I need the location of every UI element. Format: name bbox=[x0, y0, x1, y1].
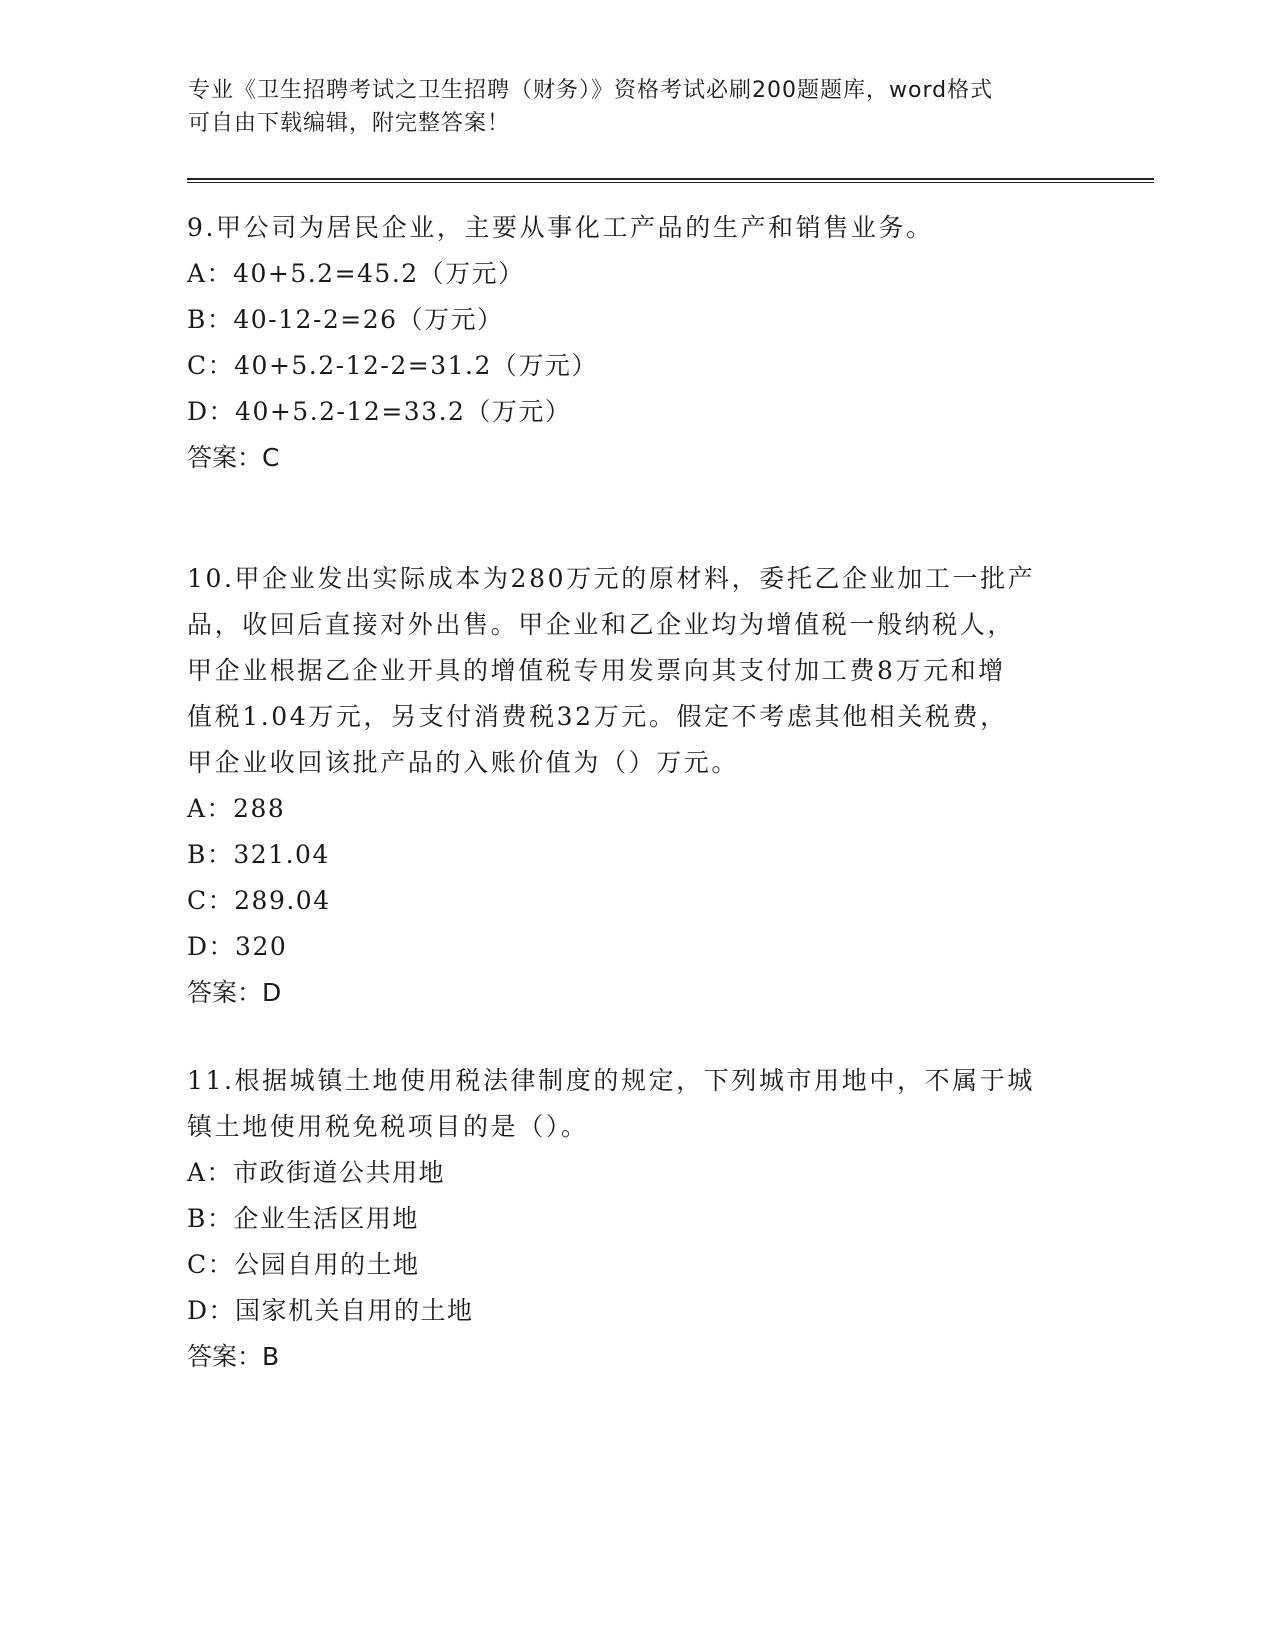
question-stem-line: 9.甲公司为居民企业，主要从事化工产品的生产和销售业务。 bbox=[187, 213, 934, 242]
option-b: B：企业生活区用地 bbox=[187, 1204, 419, 1233]
answer-label: 答案：D bbox=[187, 978, 282, 1007]
option-b: B：321.04 bbox=[187, 840, 330, 869]
question-11 bbox=[187, 1058, 1067, 1380]
question-stem bbox=[187, 205, 1067, 251]
header-title-line-2: 可自由下载编辑，附完整答案！ bbox=[188, 111, 511, 136]
option-c: C：289.04 bbox=[187, 886, 331, 915]
question-stem-line: 甲企业根据乙企业开具的增值税专用发票向其支付加工费8万元和增 bbox=[187, 656, 1006, 685]
question-stem-line: 值税1.04万元，另支付消费税32万元。假定不考虑其他相关税费， bbox=[187, 702, 1008, 731]
option-a: A：288 bbox=[187, 794, 286, 823]
option-d: D：40+5.2-12=33.2（万元） bbox=[187, 397, 572, 426]
question-stem-line: 11.根据城镇土地使用税法律制度的规定，下列城市用地中，不属于城 bbox=[187, 1066, 1035, 1095]
question-stem bbox=[187, 556, 1067, 786]
option-d: D：国家机关自用的土地 bbox=[187, 1296, 474, 1325]
question-stem-line: 10.甲企业发出实际成本为280万元的原材料，委托乙企业加工一批产 bbox=[187, 564, 1036, 593]
header-title-line-1: 专业《卫生招聘考试之卫生招聘（财务）》资格考试必刷200题题库，word格式 bbox=[188, 78, 994, 103]
answer-label: 答案：B bbox=[187, 1342, 280, 1371]
document-header bbox=[188, 74, 1088, 140]
option-a: A：40+5.2=45.2（万元） bbox=[187, 259, 525, 288]
question-stem-line: 镇土地使用税免税项目的是（）。 bbox=[187, 1112, 589, 1141]
header-divider bbox=[187, 178, 1154, 183]
option-a: A：市政街道公共用地 bbox=[187, 1158, 446, 1187]
question-stem bbox=[187, 1058, 1067, 1150]
option-d: D：320 bbox=[187, 932, 288, 961]
answer-label: 答案：C bbox=[187, 443, 280, 472]
question-9 bbox=[187, 205, 1067, 481]
option-c: C：40+5.2-12-2=31.2（万元） bbox=[187, 351, 598, 380]
option-c: C：公园自用的土地 bbox=[187, 1250, 420, 1279]
question-stem-line: 品，收回后直接对外出售。甲企业和乙企业均为增值税一般纳税人， bbox=[187, 610, 1016, 639]
option-b: B：40-12-2=26（万元） bbox=[187, 305, 504, 334]
question-10 bbox=[187, 556, 1067, 1016]
question-stem-line: 甲企业收回该批产品的入账价值为（）万元。 bbox=[187, 748, 740, 777]
